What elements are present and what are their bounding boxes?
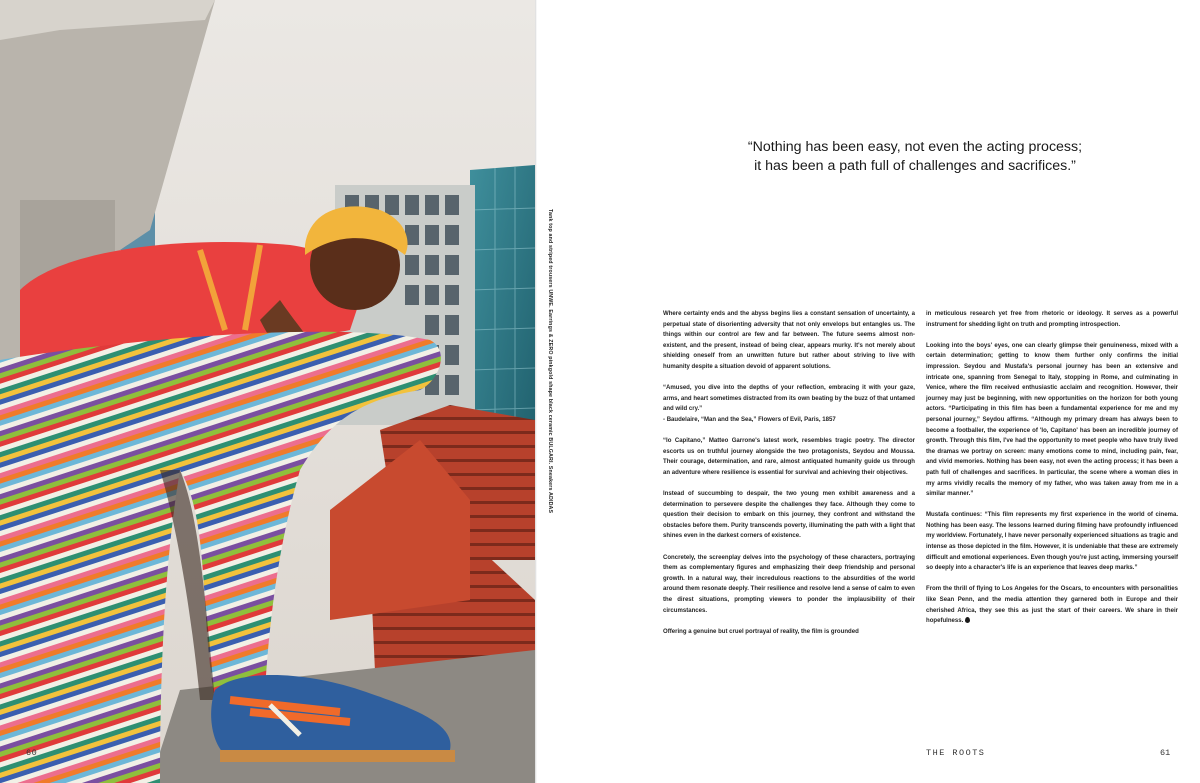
article-column-2 <box>926 309 1178 637</box>
paragraph: Concretely, the screenplay delves into the psychology of these characters, portraying them as complementary figures and emphasizing their deep friendship and personal growth. In a natural way, their incredulous reactions to the absurdities of the world around them resonate deeply. Their resilience and resolve lend a sense of calm to even the direst situations, prompting viewers to ponder the implausibility of their circumstances. <box>663 554 915 614</box>
paragraph: “Io Capitano,” Matteo Garrone's latest work, resembles tragic poetry. The director escorts us on truthful journey alongside the two protagonists, Seydou and Moussa. Their courage, determination, and rare, almost antiquated humanity guide us through an adventure where resilience is essential for survival and achieving their objectives. <box>663 438 915 476</box>
footer-magazine-title: THE ROOTS <box>926 748 986 758</box>
paragraph: Looking into the boys' eyes, one can clearly glimpse their genuineness, mixed with a certain determination; getting to know them further only confirms the initial impression. Seydou and Mustafa's personal journey has been an extensive and intricate one, spanning from Senegal to Italy, stopping in Rome, and culminating in Venice, where the film received enthusiastic acclaim and recognition. However, their journey may just be beginning, with new opportunities on the horizon for both young actors. “Participating in this film has been a fundamental experience for me and my personal journey,” Seydou affirms. “Although my primary dream has always been to become a footballer, the experience of 'Io, Capitano' has been an incredible journey of growth. Through this film, I've had the opportunity to meet people who have truly lived the dramas we portray on screen: many emotions come to mind, including pain, fear, and vivid memories. Nothing has been easy, not even the acting process; it has been a path full of challenges and sacrifices. In particular, the scene where a woman dies in my arms vividly recalls the memory of my father, who was taken away from me in a similar manner.” <box>926 342 1178 498</box>
article-column-1 <box>663 309 915 648</box>
quote-attribution: - Baudelaire, “Man and the Sea,” Flowers of Evil, Paris, 1857 <box>663 416 836 423</box>
photo-credit-text: Tank top and striped trousers UNWE. Earrings & ZERO pinkgold shape black ceramic BULGARI. Sneakers ADIDAS <box>547 209 553 514</box>
pull-quote-line-1: “Nothing has been easy, not even the acting process; <box>747 139 1083 155</box>
paragraph: Offering a genuine but cruel portrayal of reality, the film is grounded <box>663 628 859 635</box>
page-number-left: 60 <box>26 748 38 758</box>
quote-text: “Amused, you dive into the depths of your reflection, embracing it with your gaze, arms, and heart sometimes distracted from its own beating by the buzz of that untamed and wild cry.” <box>663 385 915 413</box>
end-mark-icon <box>965 617 970 623</box>
pull-quote <box>660 138 1170 176</box>
left-page-photo <box>0 0 535 783</box>
baudelaire-quote <box>663 383 915 425</box>
paragraph: Where certainty ends and the abyss begins lies a constant sensation of uncertainty, a perpetual state of disorienting adversity that not only envelops but entangles us. The things within our control are few and far between. The future seems almost non-existent, and the present, instead of being clear, appears murky. It's not merely about shielding oneself from an unwritten future but rather about striving to live with humanity despite a situation devoid of apparent solutions. <box>663 311 915 370</box>
pull-quote-line-2: it has been a path full of challenges and sacrifices.” <box>754 158 1076 174</box>
photo-rooftop-striped-trousers <box>0 0 535 783</box>
page-number-right: 61 <box>1160 748 1171 758</box>
page-spine <box>535 0 537 783</box>
paragraph: Mustafa continues: “This film represents my first experience in the world of cinema. Nothing has been easy. The lessons learned during filming have profoundly influenced my worldview. Fortunately, I have never personally experienced situations as tragic and intense as those depicted in the film. However, it is undeniable that these are extremely difficult and emotional experiences. Even though you're just acting, immersing yourself so deeply into a character's life is an experience that leaves deep marks.” <box>926 512 1178 572</box>
paragraph-final-text: From the thrill of flying to Los Angeles for the Oscars, to encounters with personalities like Sean Penn, and the media attention they garnered both in Europe and their cherished Africa, they see this as just the start of their careers. We share in their hopefulness. <box>926 586 1178 625</box>
paragraph: in meticulous research yet free from rhetoric or ideology. It serves as a powerful instrument for shedding light on truth and prompting introspection. <box>926 311 1178 328</box>
paragraph: Instead of succumbing to despair, the two young men exhibit awareness and a determination to persevere despite the challenges they face. Although they come to question their decision to embark on this journey, they confront and withstand the obstacles before them. Purity transcends poverty, illuminating the path with a light that shines even in the darkest corners of existence. <box>663 491 915 540</box>
paragraph-final <box>926 584 1178 626</box>
